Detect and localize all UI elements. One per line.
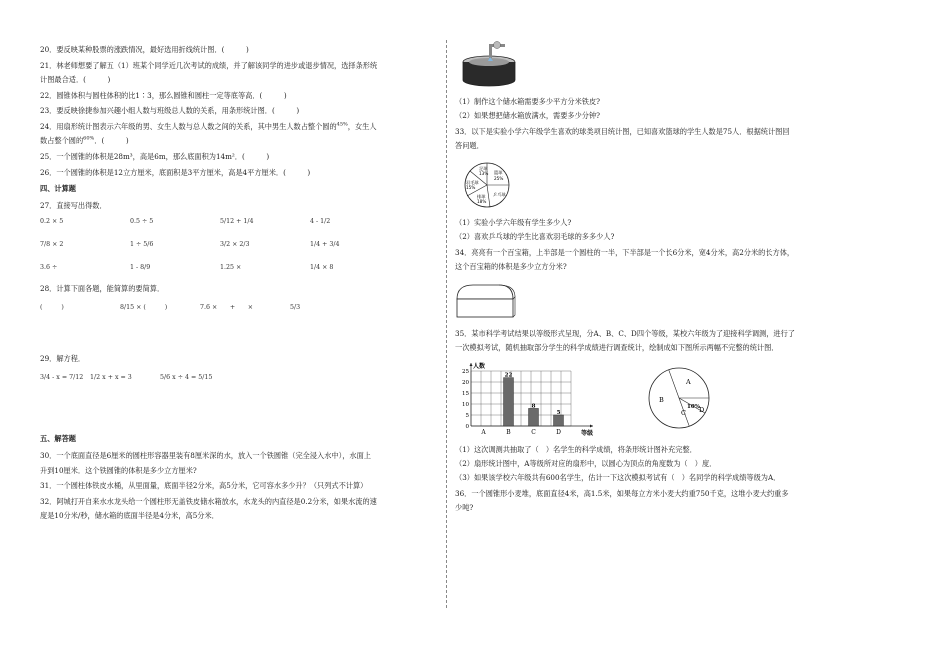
- question-20: 20．要反映某种股票的涨跌情况，最好选用折线统计图．( ): [40, 45, 249, 54]
- pie-label-pingpong: 乒乓球: [493, 191, 506, 197]
- x-tick-label: C: [531, 429, 536, 436]
- x-axis-label: 等级: [581, 430, 594, 437]
- question-33: 33．以下是实验小学六年级学生喜欢的球类项目统计图，已知喜欢篮球的学生人数是75人．根据统计图回 答问题．: [455, 127, 790, 151]
- calc-28-row: ( ) 8/15 × ( ) 7.6 × + × 5/3: [40, 304, 301, 312]
- question-25: 25．一个圆锥的体积是28m³，高是6m，那么底面积为14m²．( ): [40, 152, 270, 162]
- question-35: 35．某市科学考试结果以等级形式呈现，分A、B、C、D四个等级，某校六年级为了迎接科学调测，进行了 一次模拟考试，随机抽取部分学生的科学成绩进行调查统计，绘制成如下图所示两幅不完整的统计图．: [455, 329, 795, 353]
- question-22: 22．圆锥体积与圆柱体积的比1∶3，那么圆锥和圆柱一定等底等高．( ): [40, 90, 287, 100]
- y-tick-label: 15: [462, 390, 469, 397]
- y-tick-label: 25: [462, 368, 469, 375]
- bar-b: [504, 378, 514, 426]
- question-29: 29．解方程． 3/4 - x = 7/12 1/2 x + x = 3 5/6 x ÷ 4 = 5/15: [40, 353, 435, 389]
- question-36: 36．一个圆锥形小麦堆，底面直径4米，高1.5米，如果每立方米小麦大约重750千克，这堆小麦大约重多 少吨?: [455, 489, 789, 513]
- question-32: 32．阿城打开自来水水龙头给一个圆柱形无盖铁皮储水箱放水，水龙头的内直径是0.2分米，如果水流的速 度是10分米/秒，储水箱的底面半径是4分米，高5分米．: [40, 497, 377, 521]
- question-35-sub: （1）这次调测共抽取了（ ）名学生的科学成绩，将条形统计图补充完整． （2）扇形统计图中，A等级所对应的扇形中，以圆心为顶点的角度数为（ ）度． （3）如果该学校六年级共有600名学生，估计一下这次模拟考试有（ ）名同学的科学成绩等级为A．: [455, 445, 781, 483]
- question-21: 21．林老师想要了解五（1）班某个同学近几次考试的成绩，并了解该同学的进步或退步情况，选择条形统 计图最合适．( ): [40, 60, 378, 84]
- y-axis-label: 人数: [473, 363, 486, 370]
- bar-value-d: 5: [556, 410, 561, 416]
- pie-label-d: D: [699, 406, 705, 414]
- calc-row-3: 3.6 ÷ 1 - 8/9 1.25 × 1/4 × 8: [40, 264, 334, 271]
- ball-sports-pie-chart: [457, 160, 517, 210]
- pie-label-b: B: [659, 396, 664, 404]
- question-30: 30．一个底面直径是6厘米的圆柱形容器里装有8厘米深的水，放入一个铁圆锥（完全浸入水中），水面上 升到10厘米．这个铁圆锥的体积是多少立方厘米?: [40, 451, 371, 475]
- bar-c: [529, 408, 539, 426]
- left-column: [40, 44, 435, 526]
- column-divider: [446, 40, 447, 608]
- treasure-chest-illustration: [455, 281, 517, 321]
- section-4-title: 四、计算题: [40, 183, 76, 193]
- grade-bar-chart: [455, 358, 615, 438]
- pie-value-badminton: 15%: [466, 184, 476, 190]
- pie-label-a: A: [686, 378, 691, 386]
- bar-value-b: 22: [504, 372, 513, 379]
- water-tank-illustration: [459, 40, 519, 88]
- question-23: 23．要反映徐捷参加兴趣小组人数与班级总人数的关系，用条形统计图．( ): [40, 106, 300, 116]
- x-tick-label: B: [506, 429, 511, 436]
- section-5-title: 五、解答题: [40, 434, 76, 444]
- pie-label-badminton: 羽毛球: [466, 179, 479, 185]
- pie-value-football: 13%: [479, 170, 489, 176]
- pie-label-c: C: [681, 409, 686, 417]
- question-32-sub: （1）制作这个储水箱需要多少平方分米铁皮? （2）如果想把储水箱放满水，需要多少分钟?: [455, 97, 600, 121]
- pie-value-d: 10%: [687, 404, 700, 410]
- grade-charts: [455, 358, 860, 438]
- question-31: 31．一个圆柱体铁皮水桶，从里面量，底面半径2分米，高5分米，它可容水多少升？（只列式不计算）: [40, 481, 368, 491]
- pie-label-football: 足球: [479, 165, 488, 171]
- y-tick-label: 20: [462, 379, 469, 386]
- calc-row-1: 0.2 × 5 0.5 ÷ 5 5/12 + 1/4 4 - 1/2: [40, 218, 331, 225]
- bar-d: [554, 415, 564, 426]
- question-27: 27．直接写出得数． 0.2 × 5 0.5 ÷ 5 5/12 + 1/4 4 - 1/2 7/8 × 2 1 ÷ 5/6 3/2 × 2/3 1/4 + 3/4 3.6 ÷ 1 - 8/9 1.25 × 1/4 × 8: [40, 200, 435, 276]
- question-26: 26．一个圆锥的体积是12立方厘米，底面积是3平方厘米，高是4平方厘米．( ): [40, 167, 311, 177]
- pie-value-volleyball: 18%: [477, 198, 487, 204]
- calc-29-row: 3/4 - x = 7/12 1/2 x + x = 3 5/6 x ÷ 4 = 5/15: [40, 374, 213, 382]
- bar-value-c: 8: [531, 403, 536, 410]
- question-33-sub: （1）实验小学六年级有学生多少人? （2）喜欢乒乓球的学生比喜欢羽毛球的多多少人?: [455, 218, 615, 242]
- x-axis-arrow: [590, 425, 593, 428]
- question-28: 28．计算下面各题，能简算的要简算． ( ) 8/15 × ( ) 7.6 × + × 5/3: [40, 283, 435, 319]
- grade-pie-chart: [637, 360, 727, 436]
- pie-label-volleyball: 排球: [477, 193, 486, 199]
- question-34: 34．亮亮有一个百宝箱，上半部是一个圆柱的一半，下半部是一个长6分米，宽4分米，高2分米的长方体， 这个百宝箱的体积是多少立方分米?: [455, 248, 795, 272]
- pie-label-basketball: 篮球: [494, 169, 503, 175]
- x-tick-label: A: [481, 429, 486, 436]
- question-24: 24．用扇形统计图表示六年级的男、女生人数与总人数之间的关系，其中男生人数占整个圆的$^{45\%}$，女生人 数占整个圆的$^{60\%}$．( ): [40, 121, 377, 146]
- x-tick-label: D: [556, 429, 561, 436]
- y-tick-label: 10: [462, 401, 469, 408]
- right-column: [455, 40, 860, 518]
- y-tick-label: 5: [465, 412, 469, 419]
- y-tick-label: 0: [465, 423, 469, 430]
- pie-value-basketball: 25%: [494, 175, 504, 181]
- calc-row-2: 7/8 × 2 1 ÷ 5/6 3/2 × 2/3 1/4 + 3/4: [40, 241, 340, 248]
